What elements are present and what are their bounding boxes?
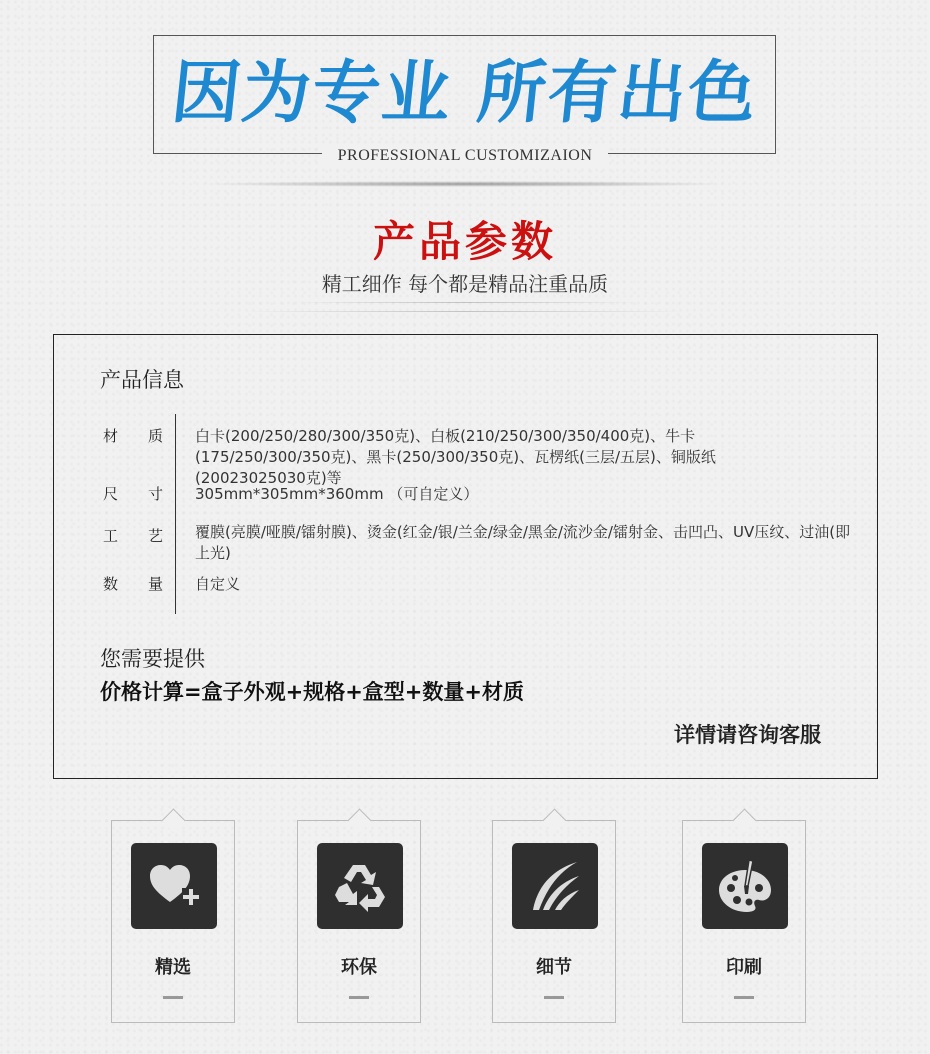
decor-line-top <box>295 302 635 303</box>
card-notch <box>347 808 371 832</box>
card-dash <box>163 996 183 999</box>
row-value-quantity: 自定义 <box>195 575 241 593</box>
feature-label: 印刷 <box>726 957 762 978</box>
price-formula: 价格计算=盒子外观+规格+盒型+数量+材质 <box>100 680 524 704</box>
recycle-icon <box>317 843 403 929</box>
feather-icon <box>512 843 598 929</box>
hero-shadow <box>200 181 730 187</box>
row-value-craft: 覆膜(亮膜/哑膜/镭射膜)、烫金(红金/银/兰金/绿金/黑金/流沙金/镭射金、击凹凸、UV压纹、过油(即上光) <box>195 523 851 562</box>
section-title: 产品参数 <box>372 217 557 266</box>
section-subtitle: 精工细作 每个都是精品注重品质 <box>321 272 609 296</box>
hero-subtitle <box>0 145 930 166</box>
feature-card-eco <box>297 820 421 1023</box>
card-dash <box>349 996 369 999</box>
feature-label: 细节 <box>536 957 572 978</box>
card-notch <box>732 808 756 832</box>
feature-card-print <box>682 820 806 1023</box>
heart-plus-icon <box>131 843 217 929</box>
card-notch <box>542 808 566 832</box>
hero-title: 因为专业 所有出色 <box>168 54 763 133</box>
consult-service-text: 详情请咨询客服 <box>674 723 821 747</box>
card-notch <box>161 808 185 832</box>
feature-label: 精选 <box>155 957 191 978</box>
row-label-quantity: 数 量 <box>103 575 163 593</box>
info-heading: 产品信息 <box>100 368 184 392</box>
card-dash <box>734 996 754 999</box>
feature-label: 环保 <box>341 957 377 978</box>
decor-line-bottom <box>245 311 685 312</box>
palette-icon <box>702 843 788 929</box>
row-value-size: 305mm*305mm*360mm （可自定义） <box>195 485 479 503</box>
feature-card-detail <box>492 820 616 1023</box>
row-value-material: 白卡(200/250/280/300/350克)、白板(210/250/300/350/400克)、牛卡(175/250/300/350克)、黑卡(250/300/350克)、瓦楞纸(三层/五层)、铜版纸(20023025030克)等 <box>195 427 716 487</box>
feature-card-selected <box>111 820 235 1023</box>
row-label-size: 尺 寸 <box>103 485 163 503</box>
hero-subtitle-text: PROFESSIONAL CUSTOMIZAION <box>322 146 609 166</box>
card-dash <box>544 996 564 999</box>
label-divider <box>175 414 176 614</box>
row-label-material: 材 质 <box>103 427 163 445</box>
row-label-craft: 工 艺 <box>103 527 163 545</box>
need-heading: 您需要提供 <box>100 647 205 671</box>
